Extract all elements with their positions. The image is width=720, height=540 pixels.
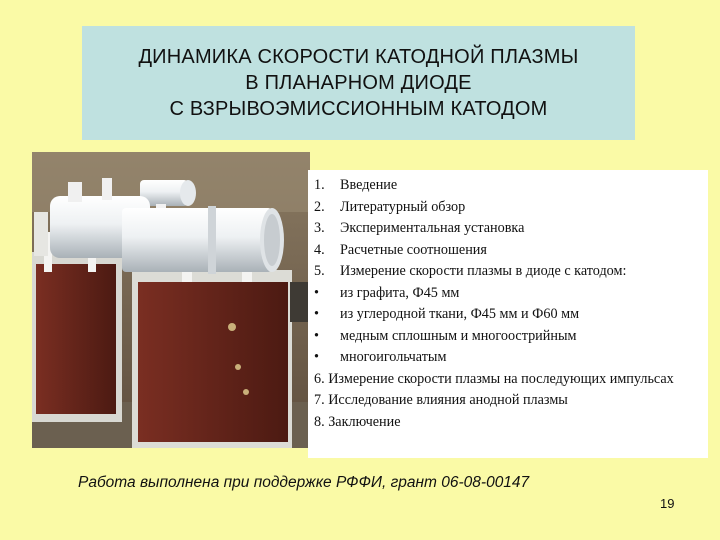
list-item	[314, 347, 708, 369]
list-marker: •	[314, 327, 319, 344]
title-line-3: С ВЗРЫВОЭМИССИОННЫМ КАТОДОМ	[169, 98, 548, 120]
list-item-text: из углеродной ткани, Ф45 мм и Ф60 мм	[340, 306, 580, 322]
list-marker: 3.	[314, 220, 325, 236]
list-item-text: из графита, Ф45 мм	[340, 284, 460, 301]
list-item	[314, 218, 708, 240]
title-line-1: ДИНАМИКА СКОРОСТИ КАТОДНОЙ ПЛАЗМЫ	[138, 46, 579, 68]
list-marker: 1.	[314, 177, 325, 193]
list-item-text: Расчетные соотношения	[340, 241, 487, 258]
list-item	[314, 326, 708, 348]
list-item	[314, 304, 708, 326]
list-marker: •	[314, 306, 319, 322]
contents-list	[308, 170, 708, 458]
list-item	[314, 197, 708, 219]
list-item-text: многоигольчатым	[340, 349, 447, 365]
list-item	[314, 261, 708, 283]
list-marker: 5.	[314, 263, 325, 279]
list-item-text: Введение	[340, 177, 398, 193]
list-item-6: 6. Измерение скорости плазмы на последующих импульсах	[314, 370, 674, 387]
list-item-text: Литературный обзор	[340, 198, 466, 215]
title-line-2: В ПЛАНАРНОМ ДИОДЕ	[245, 72, 472, 94]
list-marker: •	[314, 284, 319, 301]
list-marker: 4.	[314, 241, 325, 258]
list-marker: •	[314, 349, 319, 365]
list-item-8: 8. Заключение	[314, 413, 401, 430]
title-box	[82, 26, 635, 140]
list-marker: 2.	[314, 198, 325, 215]
page-number: 19	[660, 496, 675, 511]
list-item-text: Экспериментальная установка	[340, 220, 525, 236]
apparatus-photo	[32, 152, 310, 448]
list-item	[314, 175, 708, 197]
list-item	[314, 283, 708, 305]
list-item-7: 7. Исследование влияния анодной плазмы	[314, 392, 568, 408]
list-item-text: Измерение скорости плазмы в диоде с катодом:	[340, 263, 627, 279]
list-item-text: медным сплошным и многоострийным	[340, 327, 577, 344]
list-item	[314, 240, 708, 262]
grant-acknowledgement: Работа выполнена при поддержке РФФИ, грант 06-08-00147	[78, 474, 530, 491]
